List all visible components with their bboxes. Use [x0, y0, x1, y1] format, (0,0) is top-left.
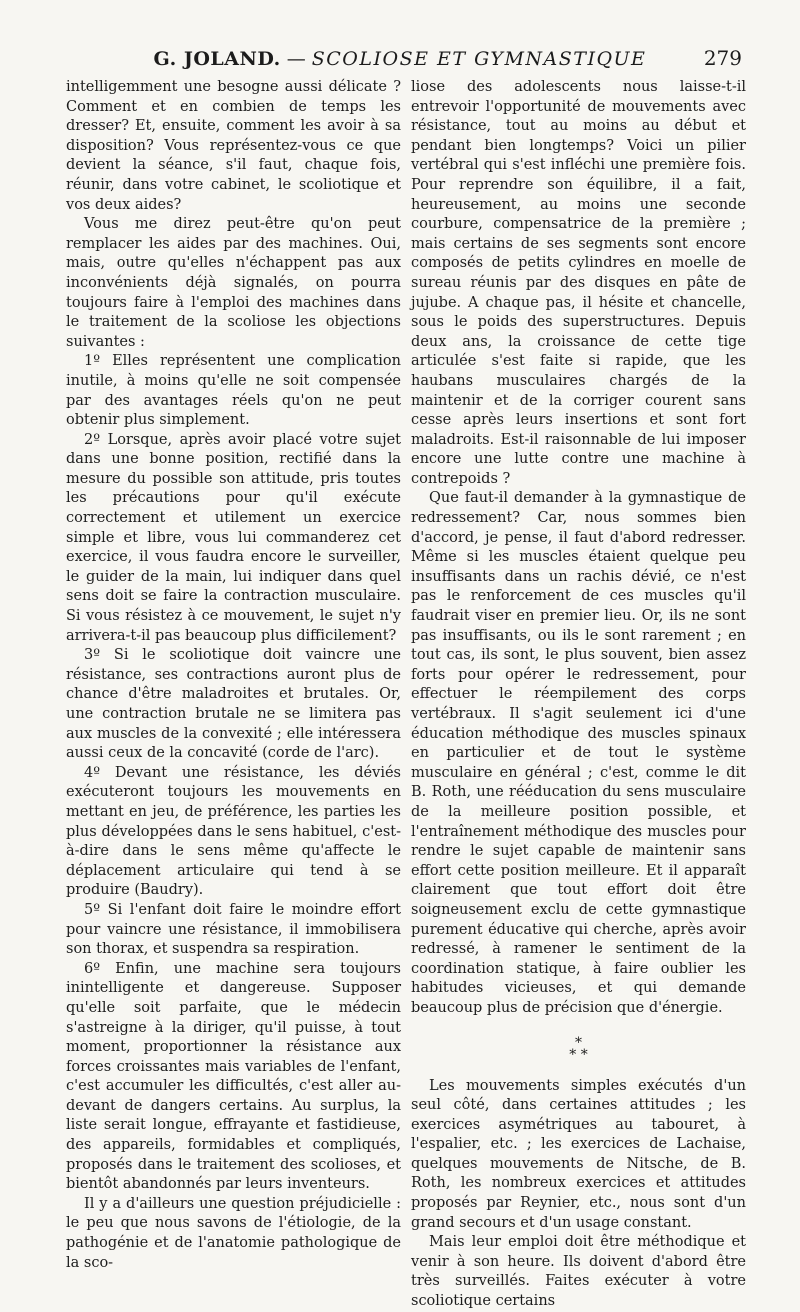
- paragraph: 4º Devant une résistance, les déviés exécuteront toujours les mouvements en mettant en jeu, de préférence, les parties les plus développées dans le sens habituel, c'est-à-dire dans le sens même qu'affecte le déplacement articulaire qui tend à se produire (Baudry).: [66, 764, 401, 899]
- paragraph: Les mouvements simples exécutés d'un seul côté, dans certaines attitudes ; les exercices asymétriques au tabouret, à l'espalier, etc. ; les exercices de Lachaise, quelques mouvements de Nitsche, de B. Roth, les nombreux exercices et attitudes proposés par Reynier, etc., nous sont d'un grand secours et d'un usage constant.: [411, 1077, 746, 1231]
- paragraph: Vous me direz peut-être qu'on peut remplacer les aides par des machines. Oui, mais, outre qu'elles n'échappent pas aux inconvénients déjà signalés, on pourra toujours faire à l'emploi des machines dans le traitement de la scoliose les objections suivantes :: [66, 216, 401, 350]
- left-column: [66, 78, 401, 1273]
- paragraph: 6º Enfin, une machine sera toujours inintelligente et dangereuse. Supposer qu'elle soit parfaite, que le médecin s'astreigne à la diriger, qu'il puisse, à tout moment, proportionner la résistance aux forces croissantes mais variables de l'enfant, c'est accumuler les difficultés, c'est aller au-devant de dangers certains. Au surplus, la liste serait longue, effrayante et fastidieuse, des appareils, formidables et compliqués, proposés dans le traitement des scolioses, et bientôt abandonnés par leurs inventeurs.: [66, 960, 401, 1193]
- section-separator-stars: [411, 1034, 746, 1063]
- paragraph: Mais leur emploi doit être méthodique et venir à son heure. Ils doivent d'abord être très surveillés. Faites exécuter à votre scoliotique certains: [411, 1234, 746, 1310]
- star-bottom: * *: [569, 1046, 588, 1063]
- paragraph: intelligemment une besogne aussi délicate ? Comment et en combien de temps les dresser? Et, ensuite, comment les avoir à sa disposition? Vous représentez-vous ce que devient la séance, s'il faut, chaque fois, réunir, dans votre cabinet, le scoliotique et vos deux aides?: [66, 79, 401, 213]
- paragraph: liose des adolescents nous laisse-t-il entrevoir l'opportunité de mouvements avec résistance, tout au moins au début et pendant bien longtemps? Voici un pilier vertébral qui s'est infléchi une première fois. Pour reprendre son équilibre, il a fait, heureusement, au moins une seconde courbure, compensatrice de la première ; mais certains de ses segments sont encore composés de petits cylindres en moelle de sureau réunis par des disques en pâte de jujube. A chaque pas, il hésite et chancelle, sous le poids des superstructures. Depuis deux ans, la croissance de cette tige articulée s'est faite si rapide, que les haubans musculaires chargés de la maintenir et de la corriger courent sans cesse après leurs insertions et sont fort maladroits. Est-il raisonnable de lui imposer encore une lutte contre une machine à contrepoids ?: [411, 79, 746, 487]
- paragraph: Il y a d'ailleurs une question préjudicielle : le peu que nous savons de l'étiologie, de la pathogénie et de l'anatomie pathologique de la sco-: [66, 1195, 401, 1271]
- paragraph: 2º Lorsque, après avoir placé votre sujet dans une bonne position, rectifié dans la mesure du possible son attitude, pris toutes les précautions pour qu'il exécute correctement et utilement un exercice simple et libre, vous lui commanderez cet exercice, il vous faudra encore le surveiller, le guider de la main, lui indiquer dans quel sens doit se faire la contraction musculaire. Si vous résistez à ce mouvement, le sujet n'y arrivera-t-il pas beaucoup plus difficilement?: [66, 431, 401, 644]
- paragraph: 3º Si le scoliotique doit vaincre une résistance, ses contractions auront plus de chance d'être maladroites et brutales. Or, une contraction brutale ne se limitera pas aux muscles de la convexité ; elle intéressera aussi ceux de la concavité (corde de l'arc).: [66, 647, 401, 762]
- header-separator: —: [286, 48, 306, 70]
- page-number: 279: [703, 46, 742, 70]
- right-column: [411, 78, 746, 1312]
- star-top: *: [575, 1034, 582, 1051]
- running-header: [58, 44, 742, 74]
- header-title: SCOLIOSE ET GYMNASTIQUE: [311, 48, 647, 70]
- header-author: G. JOLAND.: [153, 48, 281, 70]
- paragraph: 1º Elles représentent une complication inutile, à moins qu'elle ne soit compensée par des avantages réels qu'on ne peut obtenir plus simplement.: [66, 353, 401, 429]
- paragraph: Que faut-il demander à la gymnastique de redressement? Car, nous sommes bien d'accord, je pense, il faut d'abord redresser. Même si les muscles étaient quelque peu insuffisants dans un rachis dévié, ce n'est pas le renforcement de ces muscles qu'il faudrait viser en premier lieu. Or, ils ne sont pas insuffisants, ou ils le sont rarement ; en tout cas, ils sont, le plus souvent, bien assez forts pour opérer le redressement, pour effectuer le réempilement des corps vertébraux. Il s'agit seulement ici d'une éducation méthodique des muscles spinaux en particulier et de tout le système musculaire en général ; c'est, comme le dit B. Roth, une rééducation du sens musculaire de la meilleure position possible, et l'entraînement méthodique des muscles pour rendre le sujet capable de maintenir sans effort cette position meilleure. Et il apparaît clairement que tout effort doit être soigneusement exclu de cette gymnastique purement éducative qui cherche, après avoir redressé, à ramener le sentiment de la coordination statique, à faire oublier les habitudes vicieuses, et qui demande beaucoup plus de précision que d'énergie.: [411, 490, 746, 1016]
- paragraph: 5º Si l'enfant doit faire le moindre effort pour vaincre une résistance, il immobilisera son thorax, et suspendra sa respiration.: [66, 901, 401, 958]
